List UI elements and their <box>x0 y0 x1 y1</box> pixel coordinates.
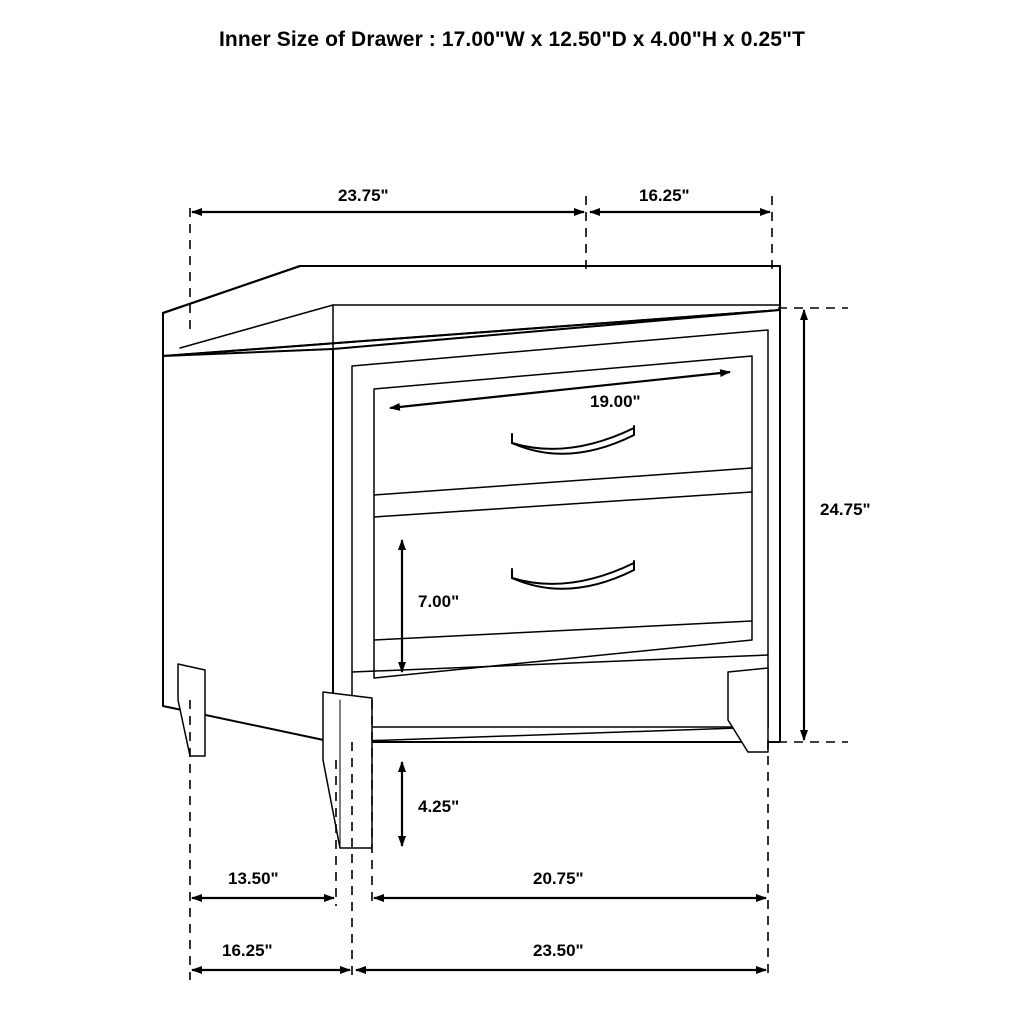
dimension-label-base-front-width: 20.75" <box>533 869 584 888</box>
dimension-label-leg-height: 4.25" <box>418 797 460 816</box>
page-title: Inner Size of Drawer : 17.00"W x 12.50"D x 4.00"H x 0.25"T <box>218 28 806 51</box>
dimension-label-top-front-width: 23.75" <box>338 186 389 205</box>
dimension-label-foot-side-depth: 16.25" <box>222 941 273 960</box>
dimension-label-foot-front-width: 23.50" <box>533 941 584 960</box>
dimension-label-base-side-depth: 13.50" <box>228 869 279 888</box>
dimension-label-drawer-height: 7.00" <box>418 592 460 611</box>
dimension-label-overall-height: 24.75" <box>820 500 871 519</box>
dimension-label-drawer-inner-width: 19.00" <box>590 392 641 411</box>
dimension-label-top-side-depth: 16.25" <box>639 186 690 205</box>
